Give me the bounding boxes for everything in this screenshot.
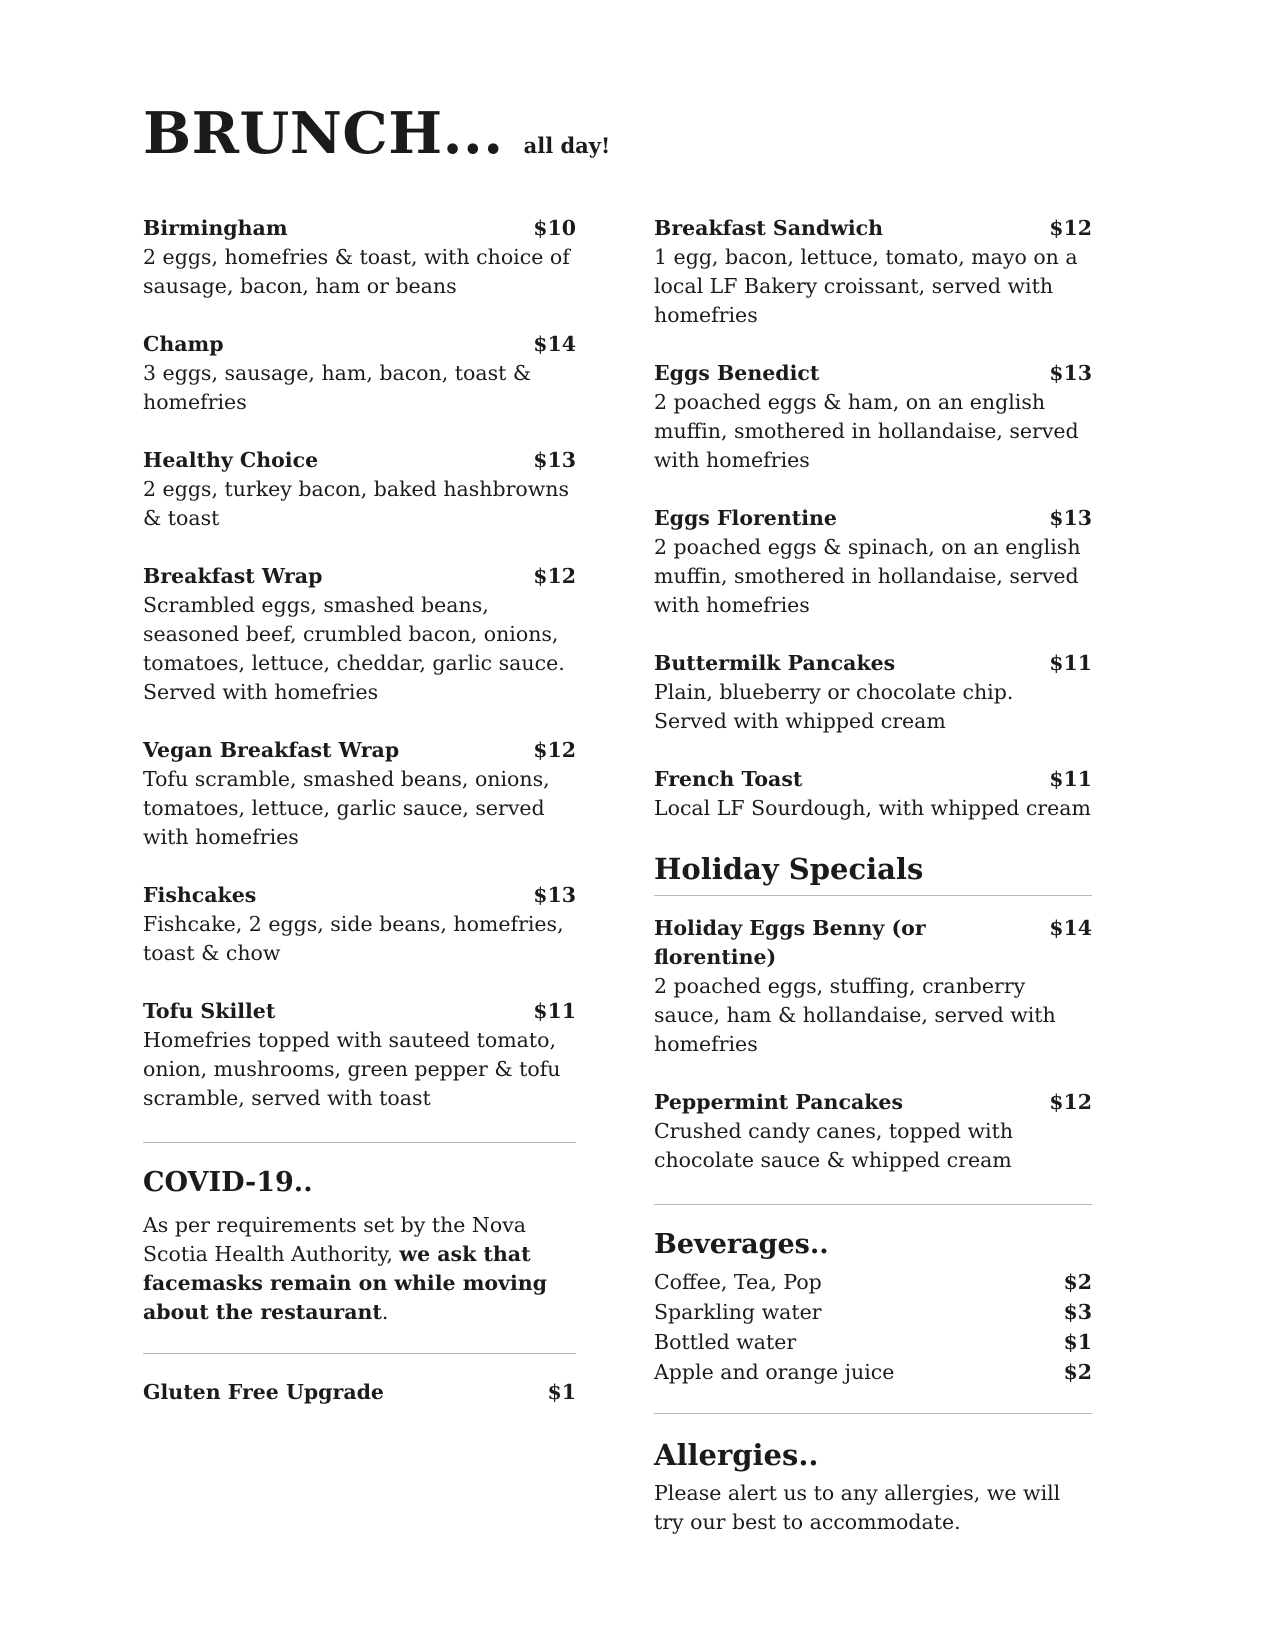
item-description: Tofu scramble, smashed beans, onions, tomatoes, lettuce, garlic sauce, served with homefries <box>143 767 550 849</box>
item-description: Crushed candy canes, topped with chocolate sauce & whipped cream <box>654 1118 1014 1172</box>
beverage-row <box>654 1327 1092 1357</box>
divider <box>654 895 1092 896</box>
item-description: Local LF Sourdough, with whipped cream <box>654 796 1091 820</box>
menu-item-breakfast-sandwich <box>654 214 1092 330</box>
menu-item-tofu-skillet <box>143 997 576 1113</box>
item-description: Plain, blueberry or chocolate chip. Served with whipped cream <box>654 680 1014 733</box>
item-description: 2 poached eggs, stuffing, cranberry sauce, ham & hollandaise, served with homefries <box>654 973 1056 1056</box>
menu-item-french-toast <box>654 765 1092 823</box>
beverage-row <box>654 1297 1092 1327</box>
item-name: Fishcakes <box>143 883 257 907</box>
item-name: Buttermilk Pancakes <box>654 651 896 675</box>
item-header <box>654 359 1092 388</box>
allergies-text: Please alert us to any allergies, we will try our best to accommodate. <box>654 1480 1061 1534</box>
menu-item-fishcakes <box>143 881 576 968</box>
item-header <box>143 736 576 765</box>
item-header <box>654 214 1092 243</box>
covid-heading: COVID-19.. <box>143 1167 313 1198</box>
menu-item-champ <box>143 330 576 417</box>
item-description: 2 poached eggs & ham, on an english muffin, smothered in hollandaise, served with homefries <box>654 390 1079 472</box>
beverage-row <box>654 1267 1092 1297</box>
item-name: Holiday Eggs Benny (or florentine) <box>654 915 926 969</box>
item-description: 1 egg, bacon, lettuce, tomato, mayo on a local LF Bakery croissant, served with homefries <box>654 245 1078 327</box>
menu-item-holiday-eggs-benny <box>654 914 1092 1059</box>
item-description: 2 eggs, turkey bacon, baked hashbrowns & toast <box>143 477 570 530</box>
right-column <box>654 214 1092 1537</box>
covid-text-start: As per requirements set by the Nova Scotia Health Authority, <box>143 1213 527 1267</box>
item-name: Breakfast Sandwich <box>654 216 884 240</box>
menu-item-eggs-florentine <box>654 504 1092 620</box>
item-name: Tofu Skillet <box>143 999 276 1023</box>
covid-text-end: . <box>381 1300 389 1325</box>
item-name: French Toast <box>654 767 803 791</box>
divider <box>654 1413 1092 1414</box>
menu-item-eggs-benedict <box>654 359 1092 475</box>
item-price: $13 <box>1049 506 1092 530</box>
item-description: 2 eggs, homefries & toast, with choice of sausage, bacon, ham or beans <box>143 245 570 298</box>
item-header <box>143 330 576 359</box>
divider <box>143 1353 576 1354</box>
item-price: $11 <box>1049 767 1092 791</box>
item-header <box>143 562 576 591</box>
item-price: $11 <box>1049 651 1092 675</box>
menu-item-vegan-breakfast-wrap <box>143 736 576 852</box>
divider <box>654 1204 1092 1205</box>
beverages-heading: Beverages.. <box>654 1228 829 1260</box>
beverages-section <box>654 1229 1092 1387</box>
menu-columns <box>143 214 1092 1537</box>
menu-item-breakfast-wrap <box>143 562 576 707</box>
item-price: $14 <box>1049 915 1092 940</box>
menu-item-peppermint-pancakes <box>654 1088 1092 1175</box>
item-description: 3 eggs, sausage, ham, bacon, toast & homefries <box>143 361 532 414</box>
item-price: $14 <box>533 332 576 356</box>
item-header <box>654 1088 1092 1117</box>
item-header <box>143 214 576 243</box>
covid-section <box>143 1167 576 1327</box>
item-price: $11 <box>533 999 576 1023</box>
menu-subtitle: all day! <box>523 133 611 158</box>
divider <box>143 1142 576 1143</box>
item-header <box>654 765 1092 794</box>
item-name: Vegan Breakfast Wrap <box>143 738 400 762</box>
item-price: $13 <box>533 448 576 472</box>
item-price: $10 <box>533 216 576 240</box>
item-price: $12 <box>533 564 576 588</box>
holiday-specials-section <box>654 852 1092 1175</box>
menu-item-birmingham <box>143 214 576 301</box>
allergies-heading: Allergies.. <box>654 1438 819 1473</box>
item-name: Champ <box>143 332 224 356</box>
beverage-name: Bottled water <box>654 1330 797 1355</box>
item-price: $12 <box>1049 216 1092 240</box>
item-name: Breakfast Wrap <box>143 564 323 588</box>
item-price: $13 <box>1049 361 1092 385</box>
covid-text <box>143 1211 576 1327</box>
beverage-row <box>654 1357 1092 1387</box>
item-name: Gluten Free Upgrade <box>143 1380 384 1405</box>
item-header <box>143 881 576 910</box>
beverage-name: Apple and orange juice <box>654 1360 895 1385</box>
item-name: Eggs Benedict <box>654 361 820 385</box>
menu-title: BRUNCH... <box>143 100 504 167</box>
item-description: 2 poached eggs & spinach, on an english muffin, smothered in hollandaise, served with homefries <box>654 535 1081 617</box>
item-price: $12 <box>533 738 576 762</box>
menu-header <box>143 100 1092 167</box>
beverage-price: $3 <box>1063 1300 1092 1325</box>
item-header <box>654 914 1092 972</box>
menu-item-gluten-free-upgrade <box>143 1378 576 1407</box>
item-header <box>143 446 576 475</box>
beverage-name: Sparkling water <box>654 1300 822 1325</box>
holiday-specials-heading: Holiday Specials <box>654 852 924 886</box>
beverage-name: Coffee, Tea, Pop <box>654 1270 822 1295</box>
item-price: $1 <box>547 1380 576 1405</box>
item-header <box>654 504 1092 533</box>
beverage-price: $2 <box>1063 1360 1092 1385</box>
left-column <box>143 214 576 1537</box>
menu-item-buttermilk-pancakes <box>654 649 1092 736</box>
item-header <box>654 649 1092 678</box>
item-price: $13 <box>533 883 576 907</box>
beverage-price: $1 <box>1063 1330 1092 1355</box>
item-name: Eggs Florentine <box>654 506 837 530</box>
beverage-price: $2 <box>1063 1270 1092 1295</box>
item-description: Homefries topped with sauteed tomato, onion, mushrooms, green pepper & tofu scramble, served with toast <box>143 1028 561 1110</box>
covid-text-bold: we ask that facemasks remain on while moving about the restaurant <box>143 1242 547 1325</box>
item-name: Birmingham <box>143 216 288 240</box>
item-description: Scrambled eggs, smashed beans, seasoned beef, crumbled bacon, onions, tomatoes, lettuce, cheddar, garlic sauce. Served with homefries <box>143 593 565 704</box>
menu-item-healthy-choice <box>143 446 576 533</box>
allergies-section <box>654 1438 1092 1537</box>
item-name: Healthy Choice <box>143 448 319 472</box>
item-name: Peppermint Pancakes <box>654 1089 904 1114</box>
item-description: Fishcake, 2 eggs, side beans, homefries, toast & chow <box>143 912 564 965</box>
item-price: $12 <box>1049 1089 1092 1114</box>
item-header <box>143 997 576 1026</box>
